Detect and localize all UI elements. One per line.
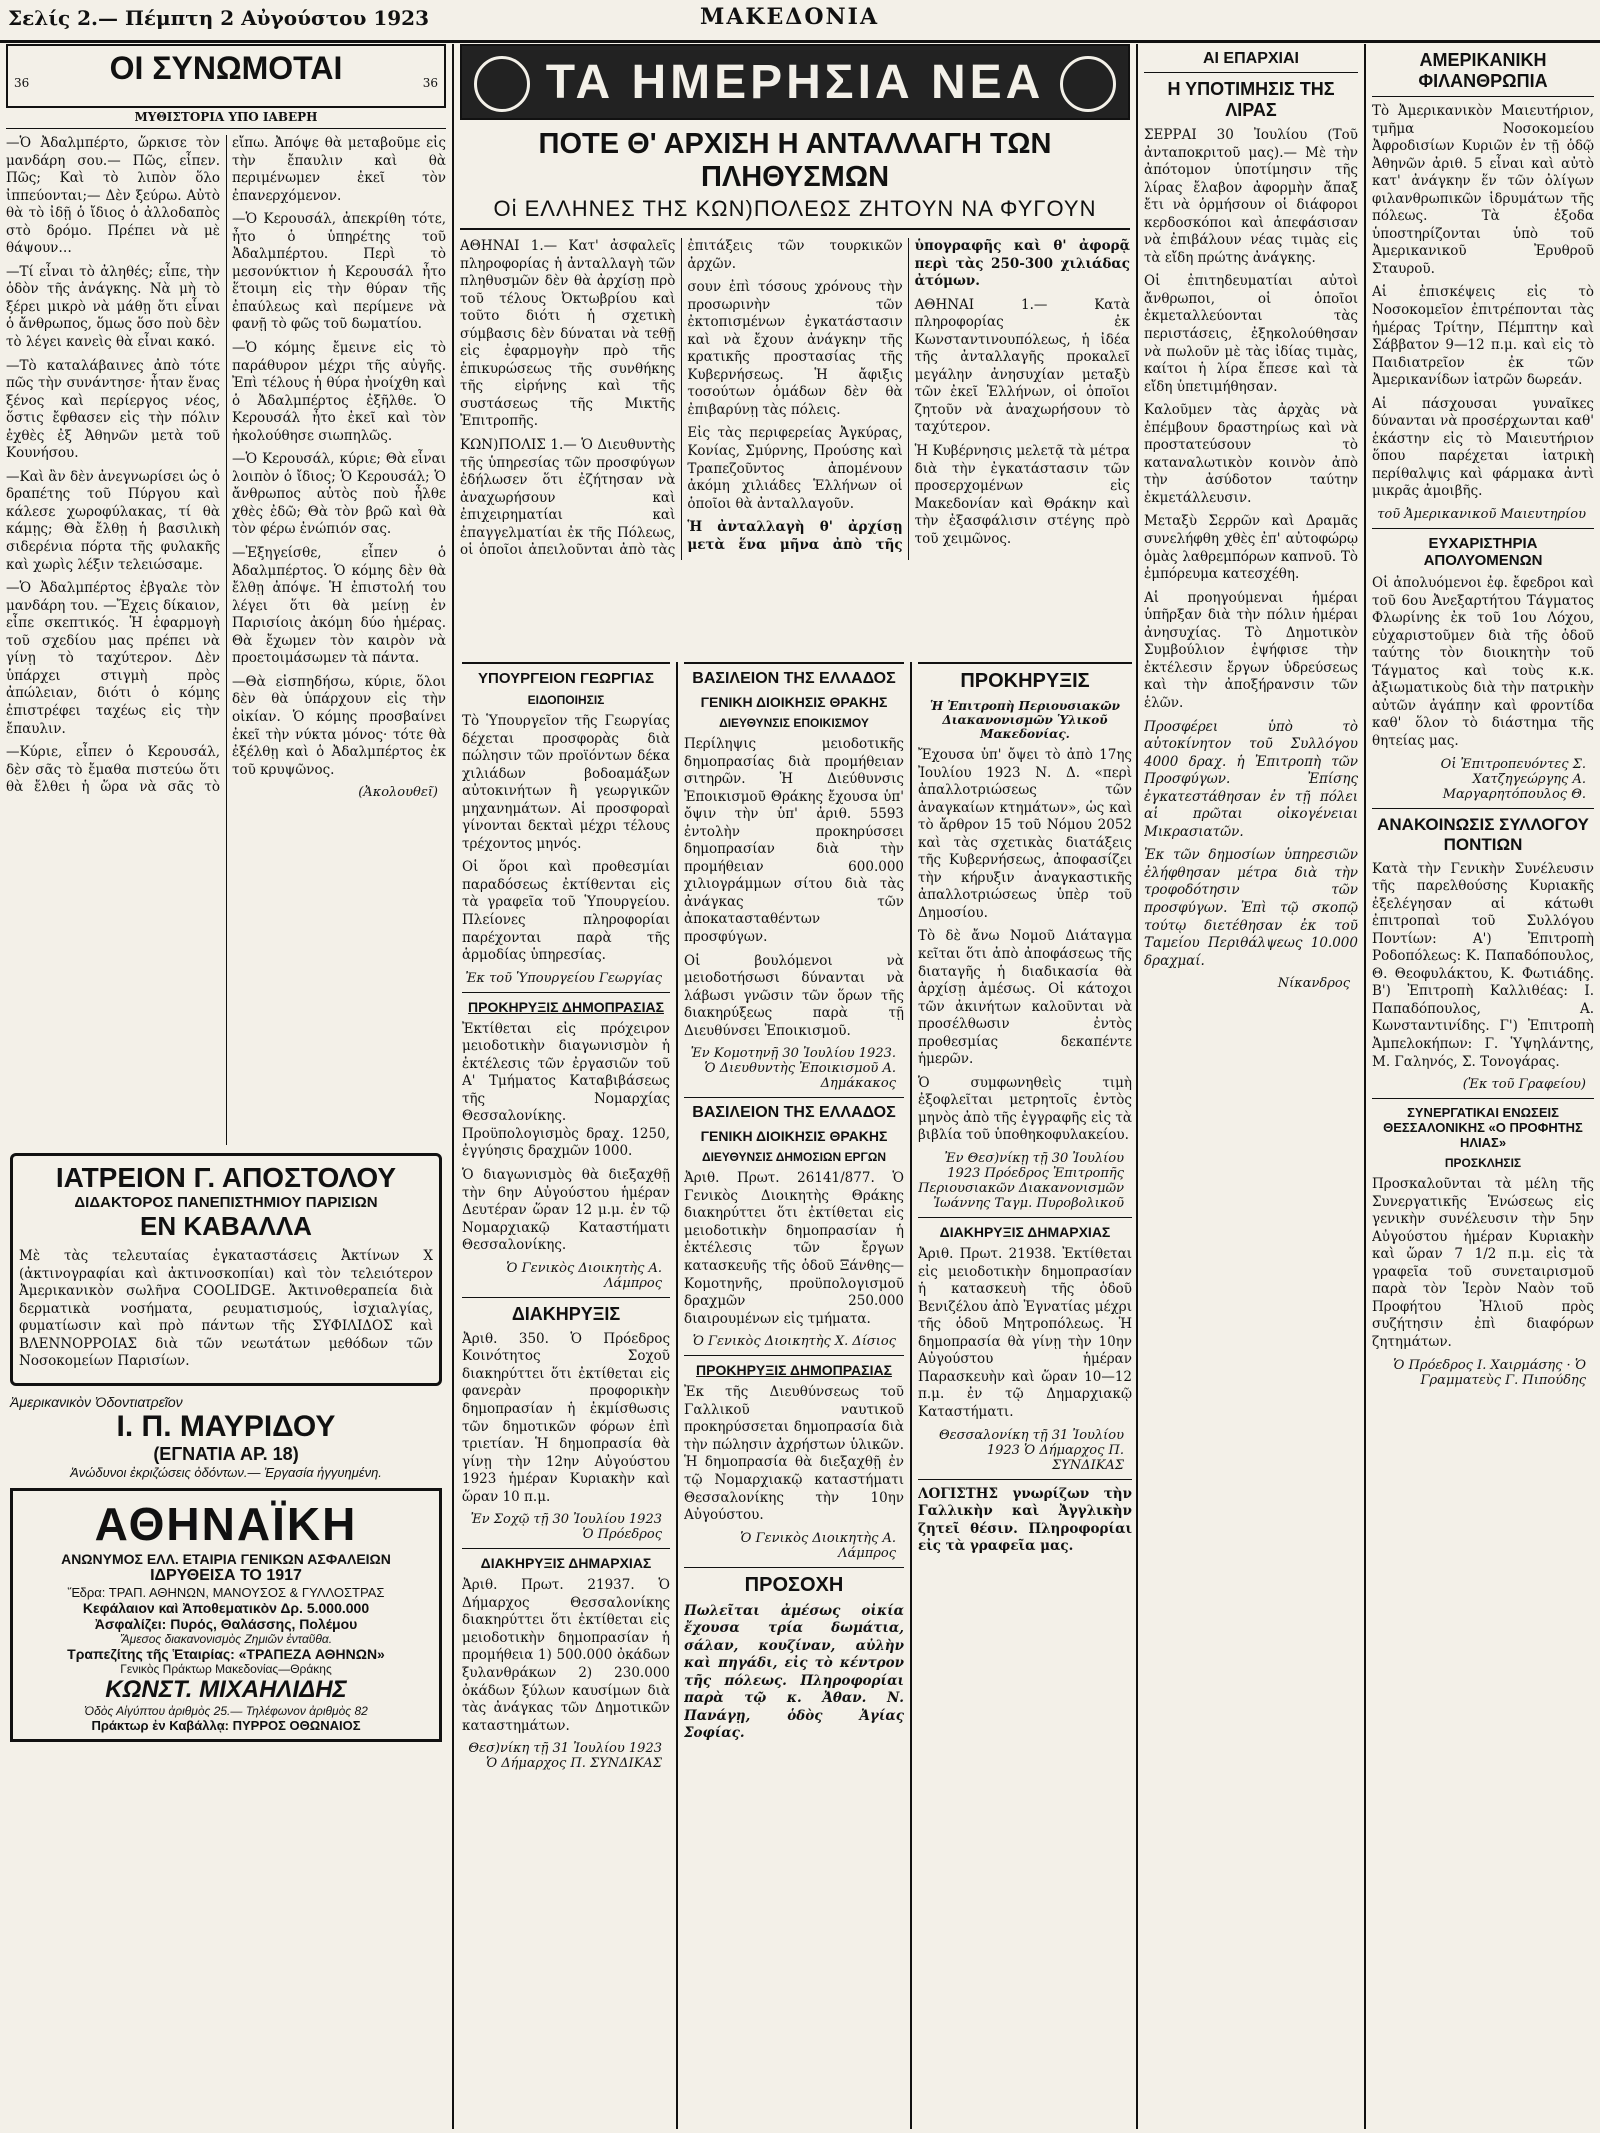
column-rule [1364, 44, 1366, 2129]
serial-paragraph: —Θὰ εἰσπηδήσω, κύριε, ὅλοι δὲν θὰ ὑπάρχουν εἰς τὴν οἰκίαν. Ὁ κόμης προσβαίνει ἐκεῖ τὴν νύκτα μόνος· τότε θὰ ἐξέλθῃ καὶ ὁ Ἀδαλμπέρτος ἐκ τοῦ κρυψῶνος. [232, 673, 446, 778]
article-text: Μεταξὺ Σερρῶν καὶ Δραμᾶς συνελήφθη χθὲς ἐπ' αὐτοφώρῳ ὁμὰς λαθρεμπόρων καπνοῦ. Τὸ ἐμπόρευμα κατεσχέθη. [1144, 513, 1358, 583]
notice-heading: ΥΠΟΥΡΓΕΙΟΝ ΓΕΩΡΓΙΑΣ [477, 670, 655, 687]
notice-signature: Ὁ Γενικὸς Διοικητὴς Α. Λάμπρος [506, 1260, 662, 1291]
ad-athinaiki-l5: Κεφάλαιον καὶ Ἀποθεματικὸν Δρ. 5.000.000 [82, 1599, 370, 1616]
newspaper-title: ΜΑΚΕΔΟΝΙΑ [700, 4, 880, 30]
ad-odonto-address: (ΕΓΝΑΤΙΑ ΑΡ. 18) [153, 1443, 299, 1464]
notices-column-2 [462, 662, 670, 2129]
notice-subheading: ΕΙΔΟΠΟΙΗΣΙΣ [527, 693, 605, 707]
article-signature: (Ἐκ τοῦ Γραφείου) [1462, 1077, 1586, 1093]
serial-number-left: 36 [14, 76, 30, 90]
notice-heading: ΔΙΑΚΗΡΥΞΙΣ ΔΗΜΑΡΧΙΑΣ [939, 1224, 1111, 1241]
serial-paragraph: —Ὁ Κερουσάλ, κύριε; Θὰ εἶναι λοιπὸν ὁ ἴδιος; Ὁ Κερουσάλ; Ὁ ἄνθρωπος αὐτὸς ποὺ ἦλθε χθὲς ἐδῶ; Θὰ τὸν βρῶ καὶ θὰ τὸν φέρω ἐνώπιόν σας. [232, 451, 446, 538]
notice-subheading: Ἡ Ἐπιτροπὴ Περιουσιακῶν Διακανονισμῶν Ὑλικοῦ Μακεδονίας. [929, 699, 1121, 741]
notice-text: Ἐκτίθεται εἰς πρόχειρον μειοδοτικὴν διαγωνισμὸν ἡ ἐκτέλεσις τῶν ἐργασιῶν τοῦ Α' Τμήματος Καταβιβάσεως τῆς Νομαρχίας Θεσσαλονίκης. Προϋπολογισμὸς δραχ. 1250, ἐγγύησις δραχμῶν 1000. [462, 1020, 670, 1160]
notices-column-4 [918, 662, 1132, 2129]
news-paragraph: Ἡ Κυβέρνησις μελετᾷ τὰ μέτρα διὰ τὴν ἐγκατάστασιν τῶν προσερχομένων εἰς Μακεδονίαν καὶ Θράκην καὶ τὴν ἐξασφάλισιν στέγης πρὸ τοῦ χειμῶνος. [914, 443, 1130, 547]
serial-subtitle: ΜΥΘΙΣΤΟΡΙΑ ΥΠΟ ΙΑΒΕΡΗ [6, 108, 446, 129]
subheadline: Οἱ ΕΛΛΗΝΕΣ ΤΗΣ ΚΩΝ)ΠΟΛΕΩΣ ΖΗΤΟΥΝ ΝΑ ΦΥΓΟΥΝ [460, 196, 1130, 230]
article-signature: τοῦ Ἀμερικανικοῦ Μαιευτηρίου [1377, 507, 1586, 523]
notice-heading: ΒΑΣΙΛΕΙΟΝ ΤΗΣ ΕΛΛΑΔΟΣ [692, 670, 896, 687]
ad-odonto-line1: Ἀμερικανικὸν Ὀδοντιατρεῖον [10, 1393, 183, 1410]
serial-paragraph: —Ὁ Κερουσάλ, ἀπεκρίθη τότε, ἦτο ὁ ὑπηρέτης τοῦ Ἀδαλμπέρτου. Περὶ τὸ μεσονύκτιον ἡ Κερουσάλ ἦτο ἕτοιμη εἰς τὴν θύραν τῆς ἐπαύλεως καὶ περίμενε νὰ φανῇ τὸ φῶς τοῦ δωματίου. [232, 211, 446, 333]
ad-athinaiki-l10: ΚΩΝΣΤ. ΜΙΧΑΗΛΙΔΗΣ [105, 1675, 347, 1703]
ad-apostolou [10, 1153, 442, 1386]
notice-text: Τὸ Ὑπουργεῖον τῆς Γεωργίας δέχεται προσφορὰς διὰ πώλησιν τῶν προϊόντων δέκα χιλιάδων βοδοαμάξων αὐτοκινήτων ἢ γεωργικῶν μηχανημάτων. Αἱ προσφοραὶ γίνονται δεκταὶ μέχρι τέλους τρέχοντος μηνός. [462, 713, 670, 852]
serial-paragraph: —Ἐξηγείσθε, εἶπεν ὁ Ἀδαλμπέρτος. Ὁ κόμης δὲν θὰ ἔλθῃ ἀπόψε. Ἡ ἐπιστολή του λέγει ὅτι θὰ μείνῃ ἐν Παρισίοις ἀκόμη δύο ἡμέρας. Θὰ ἔχωμεν τὸν καιρὸν νὰ προετοιμάσωμεν τὰ πάντα. [232, 545, 446, 667]
notice-text: Περίληψις μειοδοτικῆς δημοπρασίας διὰ προμήθειαν σιτηρῶν. Ἡ Διεύθυνσις Ἐποικισμοῦ Θράκης ἔχουσα ὑπ' ὄψιν τὴν ὑπ' ἀριθ. 5593 ἐντολὴν προκηρύσσει δημοπρασίαν διὰ τὴν προμήθειαν 600.000 χιλιογράμμων σίτου διὰ τὰς ἀνάγκας τῶν ἀποκατασταθέντων προσφύγων. [684, 736, 904, 946]
column-rule [1136, 44, 1138, 2129]
article-text: ΣΕΡΡΑΙ 30 Ἰουλίου (Τοῦ ἀνταποκριτοῦ μας).— Μὲ τὴν ἀπότομον ὑποτίμησιν τῆς λίρας ἔλαβον ἀφορμὴν ἄπαξ ἔτι νὰ ὁρμήσουν οἱ διάφοροι κερδοσκόποι καὶ ἀπεφάσισαν νὰ ἐπιβάλουν νέας τιμὰς εἰς τὰ εἴδη πρώτης ἀνάγκης. [1144, 127, 1358, 266]
notice-text: Ἐκ τῆς Διευθύνσεως τοῦ Γαλλικοῦ ναυτικοῦ προκηρύσσεται δημοπρασία διὰ τὴν πώλησιν ἀχρήστων ὑλικῶν. Ἡ δημοπρασία θὰ διεξαχθῇ ἐν τῷ Νομαρχιακῷ καταστήματι Θεσσαλονίκης τὴν 10ην Αὐγούστου. [684, 1384, 904, 1524]
notice-heading: ΠΡΟΣΟΧΗ [744, 1573, 844, 1596]
ad-apostolou-title: ΙΑΤΡΕΙΟΝ Γ. ΑΠΟΣΤΟΛΟΥ [55, 1162, 397, 1193]
article-text: Τὸ Ἀμερικανικὸν Μαιευτήριον, τμῆμα Νοσοκομείου Ἀφροδισίων Κυριῶν ἐν τῇ ὁδῷ Ἀθηνῶν ἀριθ. 5 εἶναι καὶ αὐτὸ κατ' ἀνάγκην ἕν τῶν ὀλίγων φιλανθρωπικῶν ἱδρυμάτων τῆς πόλεως. Τὰ ἐξοδα ὑποστηρίζονται ὑπὸ τοῦ Ἀμερικανικοῦ Ἐρυθροῦ Σταυροῦ. [1372, 103, 1594, 277]
notice-signature: Ἐκ τοῦ Ὑπουργείου Γεωργίας [465, 970, 662, 986]
notice-text: Τὸ δὲ ἄνω Νομοῦ Διάταγμα κεῖται ὅτι ἀπὸ ἀποφάσεως τῆς διαταγῆς ἡ διαδικασία θὰ ἀρχίσῃ ἀμέσως. Οἱ κάτοχοι τῶν ἀκινήτων καλοῦνται νὰ προσέλθωσιν ἐντὸς προθεσμίας δεκαπέντε ἡμερῶν. [918, 928, 1132, 1068]
ad-athinaiki-name: ΑΘΗΝΑΪΚΗ [94, 1497, 358, 1550]
ad-athinaiki-l7: Ἄμεσος διακανονισμὸς Ζημιῶν ἐνταῦθα. [119, 1631, 333, 1646]
section-label: ΑΙ ΕΠΑΡΧΙΑΙ [1144, 50, 1358, 73]
daily-news-masthead [460, 44, 1130, 120]
clock-icon [474, 56, 530, 112]
notice-text: Ἀριθ. Πρωτ. 21937. Ὁ Δήμαρχος Θεσσαλονίκης διακηρύττει ὅτι ἐκτίθεται εἰς μειοδοτικὴν δημοπρασίαν ἡ προμήθεια 1) 500.000 ὀκάδων ξυλανθράκων 2) 230.000 ὀκάδων ξύλων καυσίμων διὰ τὰς ἀνάγκας τῶν Δημοτικῶν καταστημάτων. [462, 1577, 670, 1734]
article-text: Προσκαλοῦνται τὰ μέλη τῆς Συνεργατικῆς Ἑνώσεως εἰς γενικὴν συνέλευσιν τὴν 5ην Αὐγούστου ἡμέραν Κυριακὴν καὶ ὥραν 7 1/2 π.μ. εἰς τὰ γραφεῖα τοῦ συνεταιρισμοῦ παρὰ τὸν Ἱερὸν Ναὸν τοῦ Προφήτου Ἠλιοῦ πρὸς συζήτησιν ἐπὶ διαφόρων ζητημάτων. [1372, 1176, 1594, 1350]
serial-paragraph: —Ὁ κόμης ἔμεινε εἰς τὸ παράθυρον μέχρι τῆς αὐγῆς. Ἐπὶ τέλους ἡ θύρα ἠνοίχθη καὶ ὁ Ἀδαλμπέρτος ἐξῆλθε. Ὁ Κερουσάλ ἦτο ἐκεῖ καὶ τὸν ἠκολούθησε σιωπηλῶς. [232, 340, 446, 444]
notice-text: Ἀριθ. 350. Ὁ Πρόεδρος Κοινότητος Σοχοῦ διακηρύττει ὅτι ἐκτίθεται εἰς φανερὰν προφορικὴν δημοπρασίαν ἡ ἐκμίσθωσις τῶν δημοτικῶν φόρων ἐπὶ τριετίαν. Ἡ δημοπρασία θὰ γίνῃ τὴν 12ην Αὐγούστου 1923 ἡμέραν Κυριακὴν καὶ ὥραν 10 π.μ. [462, 1330, 670, 1505]
ad-apostolou-body: Μὲ τὰς τελευταίας ἐγκαταστάσεις Ἀκτίνων Χ (ἀκτινογραφίαι καὶ ἀκτινοσκοπίαι) καὶ τὸν τελειότερον Ἀμερικανικὸν σωλῆνα COOLIDGE. Ἀκτινοθεραπεία διὰ δερματικὰ νοσήματα, ρευματισμούς, ἰσχιαλγίας, φυματίωσιν καὶ πρὸ πάντων τῆς ΣΥΦΙΛΙΔΟΣ καὶ ΒΛΕΝΝΟΡΡΟΙΑΣ διὰ τῶν νεωτάτων μεθόδων τῶν Νοσοκομείων Παρισίων. [19, 1248, 433, 1370]
column-rule [676, 662, 678, 2129]
article-text: Αἱ πάσχουσαι γυναῖκες δύνανται νὰ προσέρχωνται καθ' ἑκάστην εἰς τὸ Μαιευτήριον ὅπου παρέχεται ἰατρικὴ περίθαλψις καὶ φάρμακα ἀντὶ μικρᾶς ἀμοιβῆς. [1372, 395, 1594, 500]
notice-heading: ΓΕΝΙΚΗ ΔΙΟΙΚΗΣΙΣ ΘΡΑΚΗΣ [700, 694, 888, 710]
serial-continued: (Ἀκολουθεῖ) [358, 785, 438, 801]
serial-paragraph: —Ὁ Ἀδαλμπέρτο, ὥρκισε τὸν μανδάρη σου.— Πῶς, εἶπεν. Πῶς; Καὶ τὸ λιπὸν ὅλο ἰππεύονται;— Δὲν ξεύρω. Αὐτὸ θὰ τὸ ἰδῇ ὁ ἴδιος ὁ ἀλλοδαπὸς στὸ δρόμο. Πρέπει νὰ μὲ θάψουν… [6, 135, 220, 257]
article-text: Ἐκ τῶν δημοσίων ὑπηρεσιῶν ἐλήφθησαν μέτρα διὰ τὴν τροφοδότησιν τῶν προσφύγων. Ἐπὶ τῷ σκοπῷ τούτῳ διετέθησαν ἐκ τοῦ Ταμείου Περιθάλψεως 10.000 δραχμαί. [1144, 847, 1358, 969]
serial-column [6, 44, 446, 2129]
serial-paragraph: —Κύριε, εἶπεν ὁ Κερουσάλ, δὲν σᾶς τὸ ἔμαθα πιστεύω ὅτι θὰ ἔλθει ἡ ὥρα νὰ σᾶς τὸ εἴπω. Ἀπόψε θὰ μεταβοῦμε εἰς τὴν ἔπαυλιν καὶ θὰ περιμένωμεν ἐκεῖ τὸν ἐπανερχόμενον. [6, 135, 446, 796]
ad-odontiatreio [10, 1394, 442, 1480]
serial-number-right: 36 [422, 76, 438, 90]
ad-athinaiki-l4: Ἕδρα: ΤΡΑΠ. ΑΘΗΝΩΝ, ΜΑΝΟΥΣΟΣ & ΓΥΛΛΟΣΤΡΑΣ [67, 1584, 385, 1600]
notice-signature: Θεσσαλονίκη τῇ 31 Ἰουλίου 1923 Ὁ Δήμαρχος Π. ΣΥΝΔΙΚΑΣ [938, 1427, 1124, 1473]
news-paragraph: ΑΘΗΝΑΙ 1.— Κατ' ἀσφαλεῖς πληροφορίας ἡ ἀνταλλαγὴ τῶν πληθυσμῶν δὲν θὰ ἀρχίσῃ πρὸ τοῦ τέλους Ὀκτωβρίου καὶ τοῦτο διότι ἡ σχετικὴ σύμβασις δὲν δύναται νὰ τεθῇ εἰς ἐφαρμογὴν πρὸ τῆς ἐπικυρώσεως τῆς συνθήκης τῆς εἰρήνης καὶ τῆς συστάσεως τῆς Μικτῆς Ἐπιτροπῆς. [460, 238, 676, 430]
article-subheading: ΠΡΟΣΚΛΗΣΙΣ [1444, 1156, 1522, 1171]
article-heading: ΑΜΕΡΙΚΑΝΙΚΗ ΦΙΛΑΝΘΡΩΠΙΑ [1372, 50, 1594, 97]
notice-signature: Ἐν Κομοτηνῇ 30 Ἰουλίου 1923. Ὁ Διευθυντὴς Ἐποικισμοῦ Α. Δημάκακος [690, 1046, 896, 1092]
notice-text: Οἱ ὅροι καὶ προθεσμίαι παραδόσεως ἐκτίθενται εἰς τὰ γραφεῖα τοῦ Ὑπουργείου. Πλείονες πληροφορίαι παρέχονται παρὰ τῆς ἁρμοδίας ὑπηρεσίας. [462, 859, 670, 964]
daily-news-section [460, 44, 1130, 664]
article-heading: Η ΥΠΟΤΙΜΗΣΙΣ ΤΗΣ ΛΙΡΑΣ [1167, 79, 1335, 120]
notice-heading: ΓΕΝΙΚΗ ΔΙΟΙΚΗΣΙΣ ΘΡΑΚΗΣ [700, 1128, 888, 1145]
notice-heading: ΒΑΣΙΛΕΙΟΝ ΤΗΣ ΕΛΛΑΔΟΣ [692, 1104, 896, 1122]
article-text: Οἱ ἐπιτηδευματίαι αὐτοὶ ἄνθρωποι, οἱ ὁποῖοι ἐκμεταλλεύονται τὰς περιστάσεις, ἐξηκολούθησαν νὰ πωλοῦν μὲ τὰς ἰδίας τιμὰς, καίτοι ἡ λίρα ἔπεσε καὶ τὰ εἴδη ὑπετιμήθησαν. [1144, 273, 1358, 395]
ad-odonto-note: Ἀνώδυνοι ἐκριζώσεις ὀδόντων.— Ἐργασία ἠγγυημένη. [70, 1464, 382, 1480]
article-text: Καλοῦμεν τὰς ἀρχὰς νὰ ἐπέμβουν δραστηρίως καὶ νὰ προστατεύσουν τὸ καταναλωτικὸν κοινὸν ἀπὸ τὴν ἀσύδοτον ταύτην ἐκμετάλλευσιν. [1144, 402, 1358, 506]
article-text: Κατὰ τὴν Γενικὴν Συνέλευσιν τῆς παρελθούσης Κυριακῆς ἐξελέγησαν αἱ κάτωθι ἐπιτροπαὶ τοῦ Συλλόγου Ποντίων: Α') Ἐπιτροπὴ Ροδοπόλεως: Κ. Παπαδόπουλος, Θ. Θεοφυλάκτου, Κ. Φωτιάδης. Β') Ἐπιτροπὴ Καλλιθέας: Ι. Παπαδόπουλος, Α. Κωνσταντινίδης. Γ') Ἐπιτροπὴ Ἀμπελοκήπων: Γ. Ὑψηλάντης, Μ. Γαληνός, Σ. Τονογάρας. [1372, 860, 1594, 1070]
ad-athinaiki-l8: Τραπεζίτης τῆς Ἑταιρίας: «ΤΡΑΠΕΖΑ ΑΘΗΝΩΝ» [67, 1645, 385, 1662]
article-text: Αἱ προηγούμεναι ἡμέραι ὑπῆρξαν διὰ τὴν πόλιν ἡμέραι ἀνησυχίας. Τὸ Δημοτικὸν Συμβούλιον ἐψήφισε τὴν ἐκτέλεσιν ἔργων ὑδρεύσεως καὶ τὴν ἀποξήρανσιν τῶν ἑλῶν. [1144, 589, 1358, 711]
serial-title: ΟΙ ΣΥΝΩΜΟΤΑΙ [109, 50, 343, 86]
article-heading: ΣΥΝΕΡΓΑΤΙΚΑΙ ΕΝΩΣΕΙΣ ΘΕΣΣΑΛΟΝΙΚΗΣ «Ο ΠΡΟΦΗΤΗΣ ΗΛΙΑΣ» [1383, 1105, 1583, 1151]
news-paragraph: ΚΩΝ)ΠΟΛΙΣ 1.— Ὁ Διευθυντὴς τῆς ὑπηρεσίας τῶν προσφύγων ἐδήλωσεν ὅτι ἐζήτησαν νὰ ἀναχωρήσουν καὶ ἐπιχειρηματίαι καὶ ἐπαγγελματίαι ἐκ τῆς Πόλεως, οἱ ὁποῖοι ἀπειλοῦνται ἀπὸ τὰς ἐπιτάξεις τῶν τουρκικῶν ἀρχῶν. [460, 238, 903, 559]
article-text: Οἱ ἀπολυόμενοι ἐφ. ἔφεδροι καὶ τοῦ 6ου Ἀνεξαρτήτου Τάγματος Φλωρίνης ἐκ τοῦ 1ου Λόχου, εὐχαριστοῦμεν διὰ τῆς ὁδοῦ ταύτης τὸν διοικητὴν τοῦ Τάγματος καὶ τοὺς κ.κ. ἀξιωματικοὺς διὰ τὴν πατρικὴν αὐτῶν ἀγάπην καὶ φροντίδα καθ' ὅλον τὸ διάστημα τῆς θητείας μας. [1372, 575, 1594, 749]
notice-text: Ὁ διαγωνισμὸς θὰ διεξαχθῇ τὴν 6ην Αὐγούστου ἡμέραν Δευτέραν ὥραν 12 μ.μ. ἐν τῷ Νομαρχιακῷ Καταστήματι Θεσσαλονίκης. [462, 1167, 670, 1254]
notice-signature: Θεσ)νίκη τῇ 31 Ἰουλίου 1923 Ὁ Δήμαρχος Π. ΣΥΝΔΙΚΑΣ [468, 1741, 662, 1772]
news-paragraph: Εἰς τὰς περιφερείας Ἀγκύρας, Κονίας, Σμύρνης, Προύσης καὶ Τραπεζοῦντος ἀπομένουν ἀκόμη χιλιάδες Ἑλλήνων οἱ ὁποῖοι θὰ ἀνταλλαγοῦν. [687, 425, 903, 512]
article-text: Αἱ ἐπισκέψεις εἰς τὸ Νοσοκομεῖον ἐπιτρέπονται τὰς ἡμέρας Τρίτην, Πέμπτην καὶ Σάββατον 9—12 π.μ. καὶ εἰς τὸ Παιδιατρεῖον ἐκ τῶν Ἀμερικανίδων ἰατρῶν δωρεάν. [1372, 284, 1594, 389]
notice-signature: Ὁ Γενικὸς Διοικητὴς Χ. Δίσιος [692, 1334, 896, 1350]
notice-text: Ἔχουσα ὑπ' ὄψει τὸ ἀπὸ 17ης Ἰουλίου 1923 Ν. Δ. «περὶ ἀπαλλοτριώσεως τῶν ἀναγκαίων κτημάτων», ὡς καὶ τὸ ἄρθρον 15 τοῦ Νόμου 2052 καὶ τὰς σχετικὰς διατάξεις τῆς Κυβερνήσεως, ἀποφασίζει τὴν κήρυξιν ἀναγκαστικῆς ἀπαλλοτριώσεως ὑπὲρ τοῦ Δημοσίου. [918, 747, 1132, 921]
ad-athinaiki-l6: Ἀσφαλίζει: Πυρός, Θαλάσσης, Πολέμου [94, 1615, 358, 1632]
notice-text: Πωλεῖται ἀμέσως οἰκία ἔχουσα τρία δωμάτια, σάλαν, κουζίναν, αὐλὴν καὶ πηγάδι, εἰς τὸ κέντρον τῆς πόλεως. Πληροφορίαι παρὰ τῷ κ. Ἀθαν. Ν. Πανάγῃ, ὁδὸς Ἀγίας Σοφίας. [684, 1602, 904, 1742]
ad-athinaiki-l3: ΙΔΡΥΘΕΙΣΑ ΤΟ 1917 [150, 1566, 302, 1584]
ad-apostolou-subtitle: ΔΙΔΑΚΤΟΡΟΣ ΠΑΝΕΠΙΣΤΗΜΙΟΥ ΠΑΡΙΣΙΩΝ [74, 1194, 378, 1211]
notices-column-3 [684, 662, 904, 2129]
notice-heading: ΠΡΟΚΗΡΥΞΙΣ ΔΗΜΟΠΡΑΣΙΑΣ [696, 1362, 892, 1379]
notice-heading: ΔΙΑΚΗΡΥΞΙΣ [511, 1303, 621, 1324]
column-rule [910, 662, 912, 2129]
provinces-column [1144, 44, 1358, 2129]
notices-column-6 [1372, 44, 1594, 2129]
news-paragraph: σουν ἐπὶ τόσους χρόνους τὴν προσωρινὴν τῶν ἐκτοπισμένων ἐγκατάστασιν καὶ νὰ ἔχουν ἀνάγκην τῆς κρατικῆς προστασίας τῆς Κυβερνήσεως. Ἡ ἄφιξις τοσούτων ὁμάδων δὲν θὰ ἐπιβαρύνῃ τὰς πόλεις. [687, 279, 903, 418]
news-text [460, 238, 1130, 560]
article-text: Προσφέρει ὑπὸ τὸ αὐτοκίνητον τοῦ Συλλόγου 4000 δραχ. ἡ Ἐπιτροπὴ τῶν Προσφύγων. Ἐπίσης ἐγκατεστάθησαν ἐν τῇ πόλει αἱ πρῶται οἰκογένειαι Μικρασιατῶν. [1144, 718, 1358, 840]
notice-signature: Ἐν Θεσ)νίκῃ τῇ 30 Ἰουλίου 1923 Πρόεδρος Ἐπιτροπῆς Περιουσιακῶν Διακανονισμῶν Ἰωάννης Ταγμ. Πυροβολικοῦ [918, 1151, 1124, 1212]
ad-athinaiki-l2: ΑΝΩΝΥΜΟΣ ΕΛΛ. ΕΤΑΙΡΙΑ ΓΕΝΙΚΩΝ ΑΣΦΑΛΕΙΩΝ [61, 1550, 391, 1567]
ad-athinaiki-l11: Ὁδὸς Αἰγύπτου ἀριθμὸς 25.— Τηλέφωνον ἀριθμὸς 82 [84, 1703, 368, 1718]
news-paragraph: ΑΘΗΝΑΙ 1.— Κατὰ πληροφορίας ἐκ Κωνσταντινουπόλεως, ἡ ἰδέα τῆς ἀνταλλαγῆς προκαλεῖ μεγάλην ἀνησυχίαν μεταξὺ τῶν ἐκεῖ Ἑλλήνων, οἱ ὁποῖοι ζητοῦν νὰ ἀναχωρήσουν τὸ ταχύτερον. [914, 296, 1130, 436]
ad-odonto-name: Ι. Π. ΜΑΥΡΙΔΟΥ [116, 1409, 336, 1443]
running-header [0, 0, 1600, 43]
globe-icon [1060, 56, 1116, 112]
article-heading: ΕΥΧΑΡΙΣΤΗΡΙΑ ΑΠΟΛΥΟΜΕΝΩΝ [1423, 535, 1543, 570]
ad-athinaiki-l12: Πράκτωρ ἐν Καβάλλᾳ: ΠΥΡΡΟΣ ΟΘΩΝΑΙΟΣ [91, 1717, 361, 1733]
notice-heading: ΠΡΟΚΗΡΥΞΙΣ [960, 670, 1090, 692]
ad-apostolou-city: ΕΝ ΚΑΒΑΛΛΑ [140, 1211, 312, 1241]
article-heading: ΑΝΑΚΟΙΝΩΣΙΣ ΣΥΛΛΟΓΟΥ ΠΟΝΤΙΩΝ [1377, 814, 1589, 854]
ad-athinaiki [10, 1488, 442, 1742]
notice-heading: ΠΡΟΚΗΡΥΞΙΣ ΔΗΜΟΠΡΑΣΙΑΣ [468, 998, 664, 1015]
notice-subheading: ΔΙΕΥΘΥΝΣΙΣ ΕΠΟΙΚΙΣΜΟΥ [719, 716, 869, 730]
classified-ad: ΛΟΓΙΣΤΗΣ γνωρίζων τὴν Γαλλικὴν καὶ Ἀγγλικὴν ζητεῖ θέσιν. Πληροφορίαι εἰς τὰ γραφεῖα μας. [918, 1485, 1132, 1555]
serial-title-box [6, 44, 446, 108]
headline: ΠΟΤΕ Θ' ΑΡΧΙΣΗ Η ΑΝΤΑΛΛΑΓΗ ΤΩΝ ΠΛΗΘΥΣΜΩΝ [538, 128, 1052, 193]
serial-paragraph: —Ὁ Ἀδαλμπέρτος ἐβγαλε τὸν μανδάρη του. —Ἔχεις δίκαιον, εἶπε σκεπτικός. Ἡ ἐφαρμογὴ τοῦ σχεδίου μας πρέπει νὰ γίνῃ τὸ ταχύτερον. Δὲν ὑπάρχει στιγμὴ πρὸς ἀπώλειαν, διότι ὁ κόμης ἐπιστρέφει ταχέως εἰς τὴν ἔπαυλιν. [6, 580, 220, 737]
notice-signature: Ἐν Σοχῷ τῇ 30 Ἰουλίου 1923 Ὁ Πρόεδρος [470, 1512, 662, 1543]
ad-athinaiki-l9: Γενικὸς Πράκτωρ Μακεδονίας—Θράκης [120, 1661, 332, 1676]
notice-text: Ὁ συμφωνηθεὶς τιμὴ ἐξοφλεῖται μετρητοῖς ἐντὸς μηνὸς ἀπὸ τῆς ἐγγραφῆς εἰς τὰ βιβλία τοῦ ὑποθηκοφυλακείου. [918, 1074, 1132, 1144]
article-signature: Οἱ Ἐπιτροπευόντες Σ. Χατζηγεώργης Α. Μαργαρητόπουλος Θ. [1440, 756, 1586, 802]
article-signature: Ὁ Πρόεδρος Ι. Χαιρμάσης · Ὁ Γραμματεὺς Γ. Πιπούδης [1393, 1357, 1586, 1388]
notice-signature: Ὁ Γενικὸς Διοικητὴς Α. Λάμπρος [740, 1530, 896, 1561]
notice-heading: ΔΙΑΚΗΡΥΞΙΣ ΔΗΜΑΡΧΙΑΣ [480, 1555, 652, 1572]
serial-text [6, 135, 446, 1145]
article-signature: Νίκανδρος [1277, 976, 1350, 992]
serial-paragraph: —Τὸ καταλάβαινες ἀπὸ τότε πῶς τὴν συνάντησε· ἦταν ἕνας ξένος καὶ περίεργος νέος, ὅστις ἔφθασεν εἰς τὴν πόλιν ἐχθὲς ἐξ Ἀθηνῶν μετὰ τοῦ Κουνήσου. [6, 357, 220, 462]
notice-text: Ἀριθ. Πρωτ. 21938. Ἐκτίθεται εἰς μειοδοτικὴν δημοπρασίαν ἡ κατασκευὴ τῆς ὁδοῦ Βενιζέλου ἀπὸ Ἐγνατίας μέχρι τῆς ὁδοῦ Μητροπόλεως. Ἡ δημοπρασία θὰ γίνῃ τὴν 10ην Αὐγούστου ἡμέραν Παρασκευὴν καὶ ὥραν 10—12 π.μ. ἐν τῷ Δημαρχιακῷ Καταστήματι. [918, 1246, 1132, 1420]
news-paragraph: Ἡ ἀνταλλαγὴ θ' ἀρχίσῃ μετὰ ἕνα μῆνα ἀπὸ τῆς ὑπογραφῆς καὶ θ' ἀφορᾷ περὶ τὰς 250-300 χιλιάδας ἀτόμων. [687, 238, 1130, 553]
serial-paragraph: —Καὶ ἂν δὲν ἀνεγνωρίσει ὡς ὁ δραπέτης τοῦ Πύργου καὶ κάλεσε χωροφύλακας, τί θὰ κάμῃς; Θὰ ἔλθῃ ἡ βασιλικὴ σιδερένια πόρτα τῆς φυλακῆς καὶ χωρὶς λέξιν τελειώσαμε. [6, 468, 220, 573]
page-date-line: Σελίς 2.— Πέμπτη 2 Αὐγούστου 1923 [8, 6, 430, 30]
notice-text: Ἀριθ. Πρωτ. 26141/877. Ὁ Γενικὸς Διοικητὴς Θράκης διακηρύττει ὅτι ἐκτίθεται εἰς μειοδοτικὴν δημοπρασίαν ἡ ἐκτέλεσις τῶν ἔργων κατασκευῆς τῆς ὁδοῦ Ξάνθης—Κομοτηνῆς, προϋπολογισμοῦ δραχμῶν 250.000 διαιρουμένων εἰς τμήματα. [684, 1170, 904, 1327]
daily-news-title: ΤΑ ΗΜΕΡΗΣΙΑ ΝΕΑ [545, 55, 1045, 109]
notice-subheading: ΔΙΕΥΘΥΝΣΙΣ ΔΗΜΟΣΙΩΝ ΕΡΓΩΝ [701, 1150, 887, 1165]
notice-text: Οἱ βουλόμενοι νὰ μειοδοτήσωσι δύνανται νὰ λάβωσι γνῶσιν τῶν ὅρων τῆς διακηρύξεως παρὰ τῇ Διευθύνσει Ἐποικισμοῦ. [684, 952, 904, 1039]
column-rule [452, 44, 454, 2129]
serial-paragraph: —Τί εἶναι τὸ ἀληθές; εἶπε, τὴν ὁδὸν τῆς ἀνάγκης. Νὰ μὴ τὸ ξέρει μικρὸ νὰ μάθῃ ὅτι εἶναι ὁ ἄνθρωπος, ὅμως ὅσο ποὺ δὲν τὸ λέγει κανεὶς θὰ εἶναι κακό. [6, 263, 220, 351]
